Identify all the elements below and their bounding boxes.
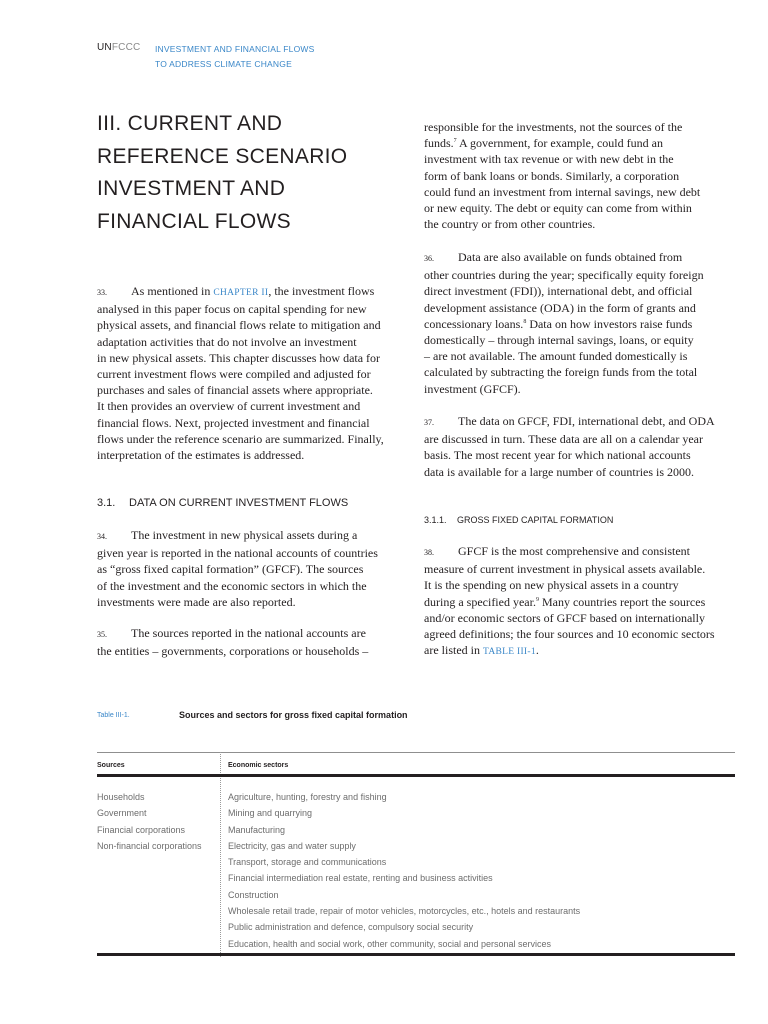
- chapter-title-line: FINANCIAL FLOWS: [97, 209, 291, 233]
- paragraph-number: 36.: [424, 254, 434, 263]
- text-run: concessionary loans.: [424, 316, 524, 331]
- paragraph-line: [424, 135, 736, 151]
- paragraph-line: responsible for the investments, not the sources of the: [424, 120, 683, 134]
- table-iii-1-link[interactable]: TABLE III-1: [482, 647, 536, 658]
- text-run: As mentioned in: [131, 284, 214, 298]
- text-run: The data on GFCF, FDI, international debt, and ODA: [458, 414, 715, 428]
- paragraph-line: of the investment and the economic sectors in which the: [97, 578, 367, 593]
- paragraph-line: or new equity. The debt or equity can come from within: [424, 201, 692, 216]
- sector-item: Mining and quarrying: [228, 808, 313, 819]
- sector-item: Wholesale retail trade, repair of motor vehicles, motorcycles, etc., hotels and restaurants: [228, 906, 581, 917]
- subsection-number: 3.1.1.: [424, 515, 447, 525]
- paragraph-line: [97, 625, 407, 643]
- text-run: The sources reported in the national accounts are: [131, 626, 366, 640]
- column-header-sources: Sources: [97, 762, 125, 769]
- sector-item: Construction: [228, 889, 279, 900]
- paragraph-line: [424, 543, 736, 561]
- paragraph-line: basis. The most recent year for which national accounts: [424, 448, 691, 463]
- sources-sectors-table: [97, 752, 735, 957]
- paragraph-line: [97, 283, 407, 301]
- paragraph-number: 35.: [97, 630, 107, 639]
- brand-fccc: FCCC: [111, 42, 141, 53]
- sector-item: Manufacturing: [228, 824, 286, 835]
- footnote-marker[interactable]: 7: [453, 138, 457, 145]
- paragraph-line: investments were made are also reported.: [97, 594, 296, 609]
- paragraph-line: other countries during the year; specifically equity foreign: [424, 268, 704, 283]
- paragraph-line: direct investment (FDI)), international debt, and official: [424, 284, 693, 299]
- paragraph-line: and/or economic sectors of GFCF based on internationally: [424, 610, 705, 625]
- paragraph-line: data is available for a large number of countries is 2000.: [424, 464, 695, 479]
- text-run: GFCF is the most comprehensive and consistent: [458, 544, 690, 558]
- sectors-column: [228, 789, 580, 952]
- table-bottom-rule: [97, 953, 735, 956]
- table-top-rule: [97, 752, 735, 753]
- paragraph-line: financial flows. Next, projected investment and financial: [97, 415, 370, 430]
- running-title-line: INVESTMENT AND FINANCIAL FLOWS: [155, 44, 315, 54]
- paragraph-line: – are not available. The amount funded domestically is: [424, 349, 688, 364]
- paragraph-line: the entities – governments, corporations or households –: [97, 644, 369, 659]
- sector-item: Education, health and social work, other community, social and personal services: [228, 938, 551, 949]
- sector-item: Public administration and defence, compulsory social security: [228, 922, 474, 933]
- paragraph-line: [97, 527, 407, 545]
- paragraph-number: 33.: [97, 288, 107, 297]
- paragraph-number: 38.: [424, 548, 434, 557]
- text-run: are listed in: [424, 643, 483, 658]
- source-item: Financial corporations: [97, 824, 186, 835]
- paragraph-35: [97, 625, 407, 659]
- paragraph-line: domestically – through internal savings, loans, or equity: [424, 333, 694, 348]
- chapter-title-line: INVESTMENT AND: [97, 177, 286, 200]
- paragraph-line: investment (GFCF).: [424, 381, 521, 396]
- running-title: [155, 42, 315, 72]
- paragraph-line: given year is reported in the national accounts of countries: [97, 546, 378, 561]
- section-title: DATA ON CURRENT INVESTMENT FLOWS: [129, 497, 349, 509]
- paragraph-line: are discussed in turn. These data are all on a calendar year: [424, 432, 703, 447]
- paragraph-line: development assistance (ODA) in the form of grants and: [424, 300, 696, 315]
- table-label: Table III-1.: [97, 712, 130, 719]
- paragraph-line: adaptation activities that do not involve an investment: [97, 334, 357, 349]
- paragraph-line: physical assets, and financial flows relate to mitigation and: [97, 318, 381, 333]
- table-column-divider: [220, 752, 221, 957]
- paragraph-line: measure of current investment in physical assets available.: [424, 562, 706, 577]
- paragraph-line: flows under the reference scenario are summarized. Finally,: [97, 431, 384, 446]
- chapter-title-line: REFERENCE SCENARIO: [97, 144, 348, 168]
- footnote-marker[interactable]: 9: [535, 596, 539, 603]
- chapter-title: [97, 108, 397, 238]
- sector-item: Financial intermediation real estate, renting and business activities: [228, 873, 493, 884]
- paragraph-37: [424, 413, 736, 480]
- source-item: Government: [97, 808, 147, 819]
- paragraph-number: 37.: [424, 418, 434, 427]
- paragraph-line: [424, 594, 736, 610]
- paragraph-line: current investment flows were compiled and adjusted for: [97, 367, 371, 382]
- paragraph-line: as “gross fixed capital formation” (GFCF). The sources: [97, 562, 364, 577]
- paragraph-line: It then provides an overview of current investment and: [97, 399, 361, 414]
- paragraph-38: [424, 543, 736, 660]
- text-run: Data are also available on funds obtained from: [458, 250, 683, 264]
- subsection-heading-3-1-1: [424, 514, 613, 526]
- paragraph-line: It is the spending on new physical assets in a country: [424, 578, 679, 593]
- paragraph-line: could fund an investment from internal savings, new debt: [424, 184, 701, 199]
- chapter-ii-link[interactable]: CHAPTER II: [213, 288, 269, 298]
- paragraph-line: the country or from other countries.: [424, 217, 596, 232]
- table-title: Sources and sectors for gross fixed capital formation: [179, 710, 408, 720]
- text-run: during a specified year.: [424, 594, 536, 609]
- paragraph-line: [424, 316, 736, 332]
- paragraph-number: 34.: [97, 532, 107, 541]
- footnote-marker[interactable]: 8: [523, 318, 527, 325]
- sector-item: Electricity, gas and water supply: [228, 840, 356, 851]
- section-heading-3-1: [97, 496, 348, 510]
- source-item: Households: [97, 792, 145, 802]
- paragraph-line: [424, 642, 736, 660]
- paragraph-line: in new physical assets. This chapter discusses how data for: [97, 350, 381, 365]
- sector-item: Agriculture, hunting, forestry and fishing: [228, 792, 387, 802]
- paragraph-34: [97, 527, 407, 610]
- text-run: Many countries report the sources: [538, 594, 706, 609]
- paragraph-line: [424, 413, 736, 431]
- paragraph-33: [97, 283, 407, 463]
- brand-logo: [97, 42, 140, 54]
- section-number: 3.1.: [97, 497, 116, 509]
- text-run: , the investment flows: [268, 284, 375, 298]
- text-run: funds.: [424, 136, 454, 151]
- chapter-title-line: III. CURRENT AND: [97, 112, 283, 135]
- paragraph-line: [424, 249, 736, 267]
- paragraph-line: form of bank loans or bonds. Similarly, a corporation: [424, 168, 680, 183]
- column-header-sectors: Economic sectors: [228, 762, 289, 769]
- table-header-rule: [97, 774, 735, 777]
- brand-un: UN: [97, 42, 112, 53]
- paragraph-35-continued: [424, 119, 736, 232]
- paragraph-line: interpretation of the estimates is addressed.: [97, 448, 305, 463]
- sector-item: Transport, storage and communications: [228, 857, 387, 868]
- paragraph-line: agreed definitions; the four sources and 10 economic sectors: [424, 627, 715, 642]
- paragraph-36: [424, 249, 736, 397]
- text-run: .: [535, 643, 539, 658]
- text-run: The investment in new physical assets during a: [131, 528, 358, 542]
- paragraph-line: purchases and sales of financial assets where appropriate.: [97, 383, 373, 398]
- source-item: Non-financial corporations: [97, 840, 202, 851]
- running-title-line: TO ADDRESS CLIMATE CHANGE: [155, 59, 292, 69]
- subsection-title: GROSS FIXED CAPITAL FORMATION: [457, 515, 614, 525]
- paragraph-line: investment with tax revenue or with new debt in the: [424, 152, 674, 167]
- sources-column: [97, 789, 202, 854]
- text-run: A government, for example, could fund an: [456, 136, 663, 151]
- paragraph-line: analysed in this paper focus on capital spending for new: [97, 302, 367, 317]
- paragraph-line: calculated by subtracting the foreign funds from the total: [424, 365, 698, 380]
- text-run: Data on how investors raise funds: [526, 316, 693, 331]
